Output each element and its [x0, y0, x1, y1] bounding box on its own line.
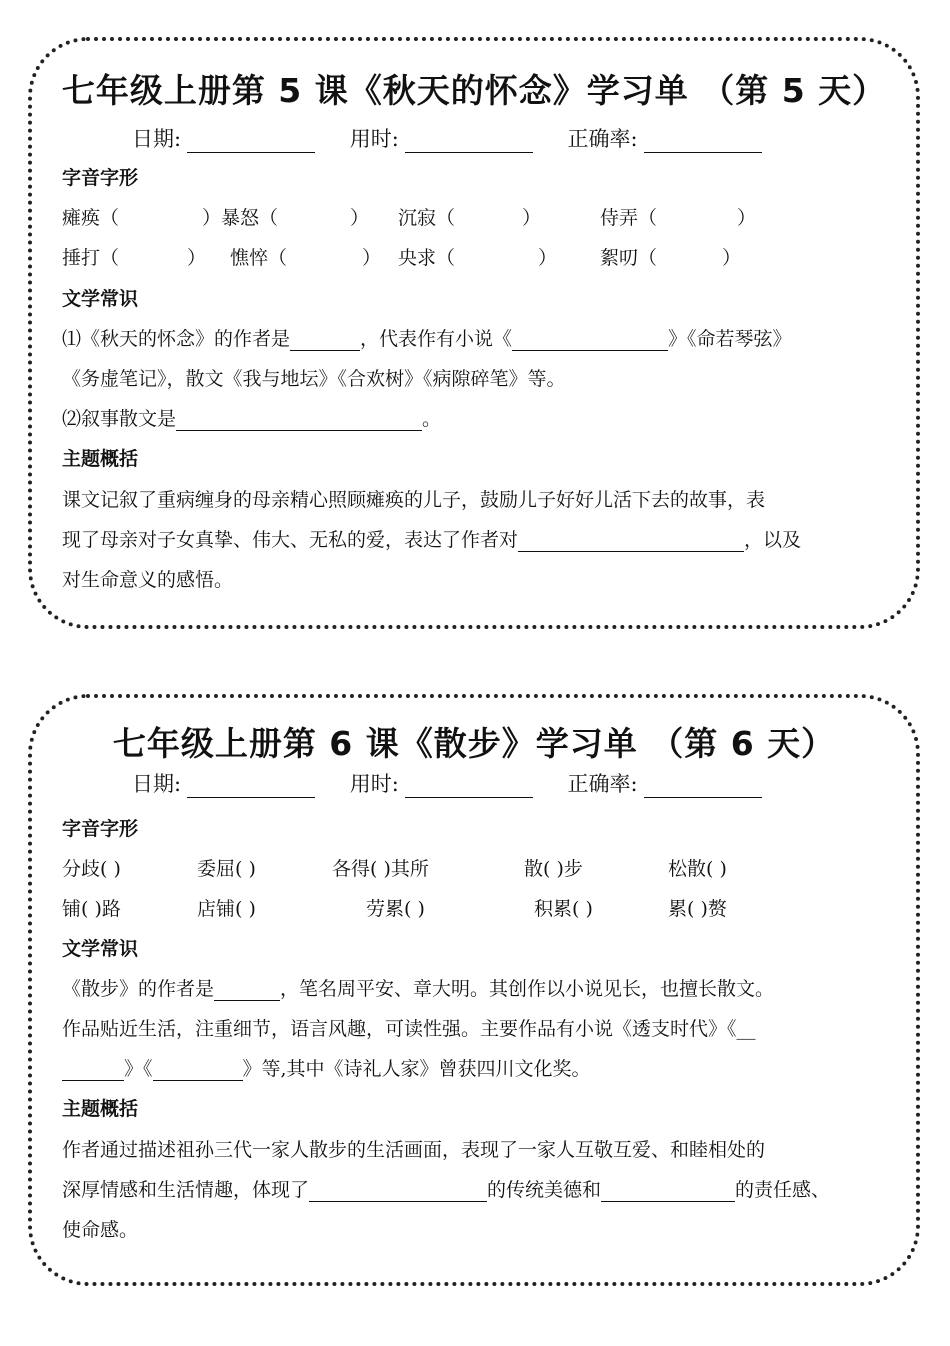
time-field[interactable]	[405, 130, 533, 153]
section-heading-pronunciation: 字音字形	[62, 818, 139, 840]
pron-item: ）	[737, 207, 757, 229]
pron-item: 瘫痪（	[62, 207, 120, 229]
pron-item: 絮叨（	[600, 247, 658, 269]
theme-line-2: 深厚情感和生活情趣，体现了 的传统美德和 的责任感、	[62, 1179, 831, 1201]
theme-line-2: 现了母亲对子女真挚、伟大、无私的爱，表达了作者对 ，以及	[62, 529, 802, 551]
worksheet-card-lesson-5	[28, 37, 920, 629]
blank-novel[interactable]	[512, 330, 668, 351]
literature-line-2: 《务虚笔记》，散文《我与地坛》《合欢树》《病隙碎笔》等。	[62, 368, 566, 390]
blank-theme[interactable]	[518, 531, 744, 552]
worksheet-title: 七年级上册第 6 课《散步》学习单 （第 6 天）	[112, 724, 836, 763]
date-label: 日期:	[132, 127, 182, 151]
literature-line-1: ⑴《秋天的怀念》的作者是 ，代表作有小说《 》《命若琴弦》	[62, 328, 792, 350]
blank-author[interactable]	[214, 980, 280, 1001]
section-heading-theme: 主题概括	[62, 448, 139, 470]
pron-item: 侍弄（	[600, 207, 658, 229]
pron-item: 店铺( )	[197, 898, 256, 920]
time-label: 用时:	[349, 772, 399, 796]
pron-item: ）暴怒（	[202, 207, 279, 229]
pron-item: 积累( )	[534, 898, 593, 920]
pron-item: 分歧( )	[62, 858, 121, 880]
meta-row	[132, 768, 790, 798]
accuracy-field[interactable]	[644, 130, 762, 153]
date-field[interactable]	[187, 775, 315, 798]
blank-work-2[interactable]	[153, 1060, 243, 1081]
worksheet-card-lesson-6	[28, 694, 920, 1286]
pron-item: ）	[362, 247, 382, 269]
pron-item: 铺( )路	[62, 898, 121, 920]
section-heading-literature: 文学常识	[62, 938, 139, 960]
blank-definition[interactable]	[176, 410, 422, 431]
pron-item: ）	[350, 207, 370, 229]
blank-author[interactable]	[290, 330, 360, 351]
accuracy-field[interactable]	[644, 775, 762, 798]
pron-item: ）	[522, 207, 542, 229]
accuracy-label: 正确率:	[567, 127, 638, 151]
pron-item: 委屈( )	[197, 858, 256, 880]
section-heading-pronunciation: 字音字形	[62, 167, 139, 189]
pron-item: 累( )赘	[668, 898, 727, 920]
blank-virtue[interactable]	[309, 1181, 487, 1202]
section-heading-theme: 主题概括	[62, 1098, 139, 1120]
time-field[interactable]	[405, 775, 533, 798]
pron-item: 各得( )其所	[332, 858, 429, 880]
section-heading-literature: 文学常识	[62, 288, 139, 310]
literature-line-1: 《散步》的作者是 ，笔名周平安、章大明。其创作以小说见长，也擅长散文。	[62, 978, 775, 1000]
pron-item: ）	[538, 247, 558, 269]
theme-line-1: 课文记叙了重病缠身的母亲精心照顾瘫痪的儿子，鼓励儿子好好儿活下去的故事，表	[62, 489, 766, 511]
pron-item: ）	[187, 247, 207, 269]
blank-work-1[interactable]	[62, 1060, 124, 1081]
pron-item: 沉寂（	[398, 207, 456, 229]
worksheet-title: 七年级上册第 5 课《秋天的怀念》学习单 （第 5 天）	[61, 71, 887, 110]
pron-item: 松散( )	[668, 858, 727, 880]
date-label: 日期:	[132, 772, 182, 796]
pron-item: 捶打（	[62, 247, 120, 269]
theme-line-3: 对生命意义的感悟。	[62, 569, 234, 591]
pron-item: 散( )步	[524, 858, 583, 880]
theme-line-3: 使命感。	[62, 1219, 139, 1241]
pron-item: 憔悴（	[230, 247, 288, 269]
blank-responsibility[interactable]	[601, 1181, 735, 1202]
time-label: 用时:	[349, 127, 399, 151]
date-field[interactable]	[187, 130, 315, 153]
theme-line-1: 作者通过描述祖孙三代一家人散步的生活画面，表现了一家人互敬互爱、和睦相处的	[62, 1139, 766, 1161]
accuracy-label: 正确率:	[567, 772, 638, 796]
pron-item: 劳累( )	[366, 898, 425, 920]
literature-line-2: 作品贴近生活，注重细节，语言风趣，可读性强。主要作品有小说《透支时代》《__	[62, 1018, 756, 1040]
meta-row	[132, 123, 790, 153]
literature-line-3: 》《 》等,其中《诗礼人家》曾获四川文化奖。	[62, 1054, 888, 1081]
pron-item: 央求（	[398, 247, 456, 269]
pron-item: ）	[722, 247, 742, 269]
literature-line-3: ⑵叙事散文是 。	[62, 408, 442, 430]
